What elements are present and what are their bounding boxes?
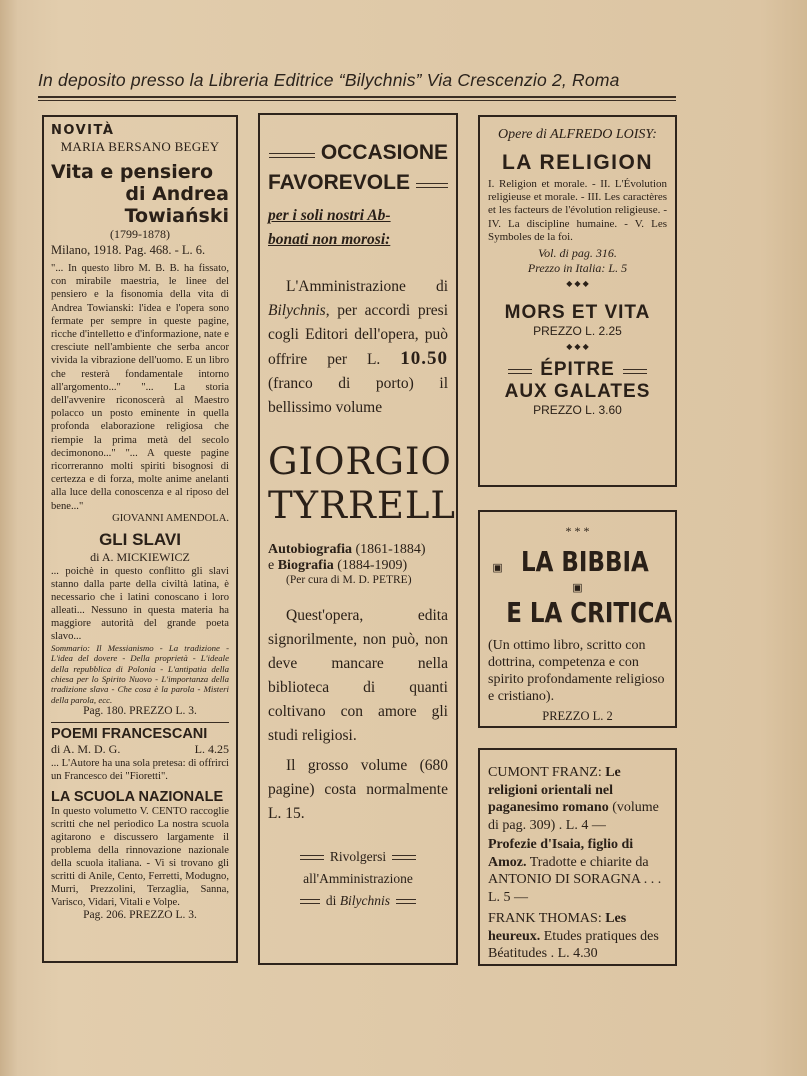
cumont-author: CUMONT FRANZ: — [488, 765, 602, 780]
religion-volume: Vol. di pag. 316. — [538, 246, 617, 261]
quest-opera-text: Quest'opera, edita signorilmente, non può, non deve mancare nella biblioteca di quanti coltivano con amore gli studi religiosi. — [268, 607, 448, 744]
cumont-entry — [488, 764, 667, 834]
cumont-title: Le religioni orientali nel paganesimo romano — [488, 765, 621, 815]
divider — [51, 722, 229, 723]
tyrrell-last-name: TYRRELL — [268, 484, 456, 527]
book2-author: di A. MICKIEWICZ — [90, 549, 190, 564]
subtitle-b: bonati non morosi: — [268, 231, 391, 248]
offer-text — [268, 275, 448, 420]
book1-title-b: di Andrea Towiański — [124, 183, 229, 227]
deco-rule — [300, 899, 320, 904]
bullet-icon: ▣ — [492, 562, 503, 574]
offer-text-3: (franco di porto) il bellissimo volume — [268, 375, 448, 416]
book2-price: Pag. 180. PREZZO L. 3. — [83, 705, 197, 718]
column-occasione — [258, 113, 458, 965]
religion-description: I. Religion et morale. - II. L'Évolution religieuse et morale. - III. Les caractères et les facteurs de l'évolution religieuse. - IV. La discipline humaine. - V. Les Symboles de la foi. — [488, 178, 667, 243]
autobiografia-line — [268, 542, 448, 558]
autobiografia-dates: (1861-1884) — [355, 542, 426, 557]
isaia-entry — [488, 836, 667, 906]
bibbia-title-b: E LA CRITICA — [506, 596, 673, 629]
column-bibbia — [478, 510, 677, 728]
per-cura: (Per cura di M. D. PETRE) — [286, 574, 412, 586]
favorevole-line — [268, 171, 448, 195]
deco-rule — [396, 899, 416, 904]
book1-publication: Milano, 1918. Pag. 468. - L. 6. — [51, 243, 206, 257]
thomas-title: Les heureux. — [488, 911, 627, 944]
bibbia-price: PREZZO L. 2 — [542, 709, 613, 723]
biografia-label: Biografia — [277, 558, 334, 573]
bibbia-title-line — [488, 545, 667, 596]
book3-description: ... L'Autore ha una sola pretesa: di offrirci un Francesco dei "Fioretti". — [51, 758, 229, 783]
biografia-line — [268, 558, 448, 574]
occasione-word: OCCASIONE — [320, 141, 448, 164]
subtitle-a: per i soli nostri Ab- — [268, 207, 391, 224]
book2-sommario: Sommario: Il Messianismo - La tradizione - L'idea del dovere - Della proprietà - L'ideale della repubblica di Polonia - L'antipatia della chiesa per lo Spirito Nuovo - L'importanza della tradizione slava - Che cosa è la parola - Misteri della parola, ecc. — [51, 642, 229, 705]
biografia-dates: (1884-1909) — [337, 558, 408, 573]
book3-line — [51, 742, 229, 757]
bibbia-title-a: LA BIBBIA — [520, 545, 649, 578]
cumont-price: (volume di pag. 309) . L. 4 — — [488, 800, 659, 833]
novita-label: NOVITÀ — [51, 123, 115, 138]
deco-rule — [623, 369, 647, 374]
occasione-line — [268, 141, 448, 165]
book4-description: In questo volumetto V. CENTO raccoglie scritti che nel periodico La nostra scuola agitarono e discussero largamente il problema della rinnovazione nazionale della scuola italiana. - Vi si trovano gli scritti di Anile, Cento, Ferretti, Modugno, Murri, Prezzolini, Terzaglia, Sanna, Varisco, Vidari, Vitali e Volpe. — [51, 806, 229, 909]
book3-price: L. 4.25 — [194, 742, 229, 757]
deco-rule — [269, 153, 315, 158]
deco-rule — [392, 855, 416, 860]
offer-price: 10.50 — [400, 348, 448, 369]
isaia-title: Profezie d'Isaia, figlio di Amoz. — [488, 837, 634, 870]
autobiografia-label: Autobiografia — [268, 542, 352, 557]
book4-title: LA SCUOLA NAZIONALE — [51, 789, 224, 806]
book1-signature: GIOVANNI AMENDOLA. — [112, 512, 229, 524]
mors-et-vita-price: PREZZO L. 2.25 — [533, 324, 622, 339]
rivolgersi-block — [268, 846, 448, 912]
bibbia-description: (Un ottimo libro, scritto con dottrina, competenza e con spirito profondamente religioso e cristiano). — [488, 638, 665, 704]
thomas-entry — [488, 910, 667, 963]
deco-rule — [416, 183, 448, 188]
book2-description: ... poichè in questo conflitto gli slavi stanno dalla parte della civiltà latina, è necessario che i latini conoscano i loro alleati... Nessuno in questa materia ha maggiore autorità del grande poeta slavo... — [51, 565, 229, 642]
amministrazione: all'Amministrazione — [303, 871, 413, 886]
column-misc-books — [478, 748, 677, 966]
epitre-line — [488, 359, 667, 381]
bilychnis-word: Bilychnis — [339, 893, 391, 908]
book3-author: di A. M. D. G. — [51, 742, 121, 757]
book2-title: GLI SLAVI — [99, 529, 181, 549]
bibbia-stars: * * * — [565, 524, 590, 538]
galates-title: AUX GALATES — [504, 381, 651, 403]
rivolgersi-line — [268, 846, 448, 868]
biografia-e: e — [268, 558, 275, 573]
isaia-detail: Tradotte e chiarite da ANTONIO DI SORAGNA . . . L. 5 — — [488, 854, 662, 905]
separator-stars: ◆ ◆ ◆ — [566, 342, 589, 352]
bibbia-title-line-b — [488, 596, 673, 629]
epitre-title: ÉPITRE — [540, 359, 615, 381]
religion-title: LA RELIGION — [501, 151, 654, 174]
book3-title: POEMI FRANCESCANI — [51, 726, 208, 743]
book1-author: MARIA BERSANO BEGEY — [60, 139, 220, 154]
header-banner: In deposito presso la Libreria Editrice “Bilychnis” Via Crescenzio 2, Roma — [38, 70, 620, 90]
thomas-author: FRANK THOMAS: — [488, 911, 602, 926]
loisy-intro: Opere di ALFREDO LOISY: — [498, 127, 657, 142]
header-rule — [38, 96, 676, 101]
offer-bilychnis: Bilychnis — [268, 302, 326, 319]
book1-dates: (1799-1878) — [110, 227, 170, 241]
di-bilychnis-line — [268, 890, 448, 912]
tyrrell-first-name: GIORGIO — [268, 440, 452, 483]
separator-stars: ◆ ◆ ◆ — [566, 279, 589, 289]
favorevole-word: FAVOREVOLE — [268, 171, 410, 194]
galates-price: PREZZO L. 3.60 — [533, 403, 622, 418]
grosso-volume-text: Il grosso volume (680 pagine) costa normalmente L. 15. — [268, 757, 448, 822]
book4-price: Pag. 206. PREZZO L. 3. — [83, 909, 197, 922]
offer-text-1: L'Amministrazione di — [286, 278, 448, 295]
column-novita — [42, 115, 238, 963]
religion-price: Prezzo in Italia: L. 5 — [527, 261, 628, 276]
di-word: di — [325, 893, 337, 908]
rivolgersi: Rivolgersi — [329, 849, 387, 864]
mors-et-vita-title: MORS ET VITA — [504, 302, 651, 324]
book1-description: "... In questo libro M. B. B. ha fissato, con mirabile maestria, le linee del pensiero e la fisonomia della vita di Andrea Towianski: l'idea e l'opera sono fermate per sempre in queste pagine, ricche d'intelletto e d'informazione, nate e cresciute nell'ambiente che serba ancor vivida la vibrazione dell'uomo. E un libro che resterà fondamentale intorno all'argomento..." "... La storia dell'avvenire riconoscerà al Maestro polacco un posto eminente in quella profonda elaborazione religiosa che riempie la prima metà del secolo decimonono..." "... A queste pagine ricorreranno molti spiriti bisognosi di certezza e di forza, molte anime anelanti alla luce della conoscenza e al riposo del bene..." — [51, 263, 229, 512]
column-loisy — [478, 115, 677, 487]
thomas-detail: Etudes pratiques des Béatitudes . L. 4.30 — [488, 928, 659, 961]
deco-rule — [508, 369, 532, 374]
offer-text-2: , per accordi presi cogli Editori dell'opera, può offrire per L. — [268, 302, 448, 368]
deco-rule — [300, 855, 324, 860]
book1-title-a: Vita e pensiero — [51, 161, 214, 183]
bullet-icon: ▣ — [572, 582, 583, 594]
